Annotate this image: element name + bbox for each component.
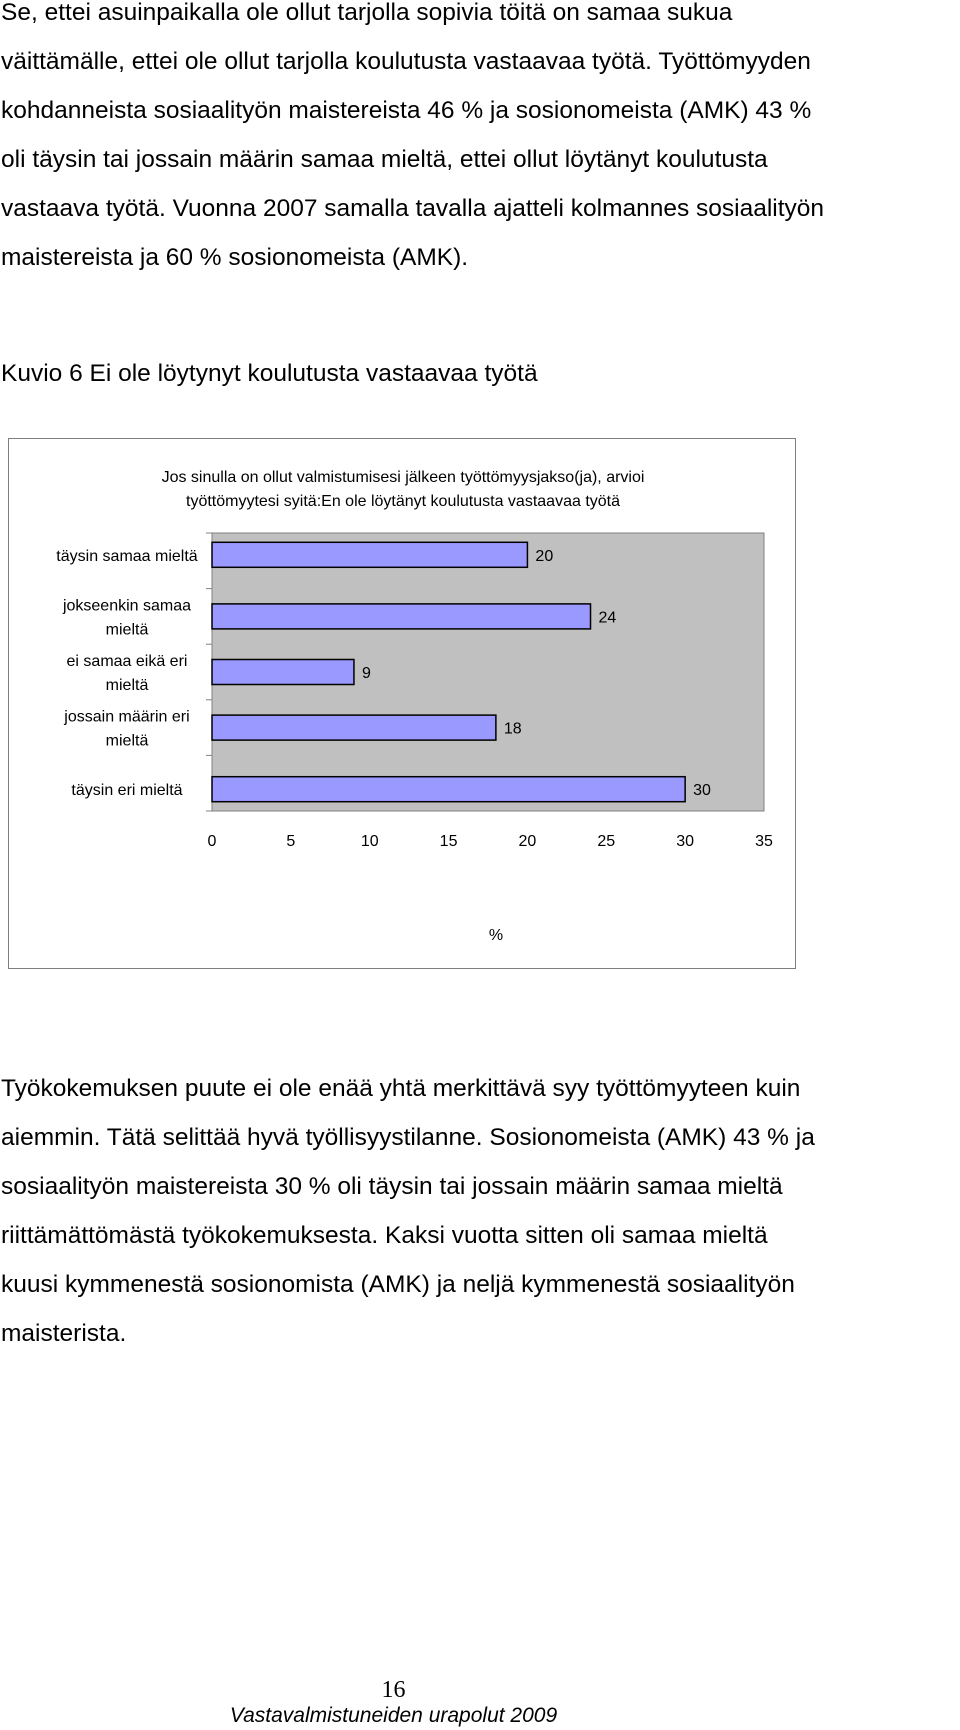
category-label: täysin samaa mieltä [56,547,198,565]
paragraph-line: väittämälle, ettei ole ollut tarjolla koulutusta vastaavaa työtä. Työttömyyden [1,48,811,75]
x-axis-label: % [488,927,504,944]
category-label: jokseenkin samaa [62,597,192,615]
x-tick-label: 30 [676,833,695,850]
bar-value-label: 20 [535,547,554,565]
category-label: ei samaa eikä eri [66,653,188,670]
x-tick-label: 35 [755,833,773,850]
category-label: täysin eri mieltä [71,782,183,800]
paragraph-line: Se, ettei asuinpaikalla ole ollut tarjolla sopivia töitä on samaa sukua [1,0,733,26]
paragraph-line: Työkokemuksen puute ei ole enää yhtä merkittävä syy työttömyyteen kuin [1,1075,801,1102]
bar-value-label: 9 [361,665,371,682]
x-tick-label: 10 [360,833,379,850]
body-paragraph-2 [1,1064,959,1358]
category-label: mieltä [105,732,149,750]
bar [212,777,685,802]
bar [212,660,354,685]
chart-frame [8,438,796,969]
figure-caption: Kuvio 6 Ei ole löytynyt koulutusta vastaavaa työtä [1,360,538,387]
chart-title-line: työttömyytesi syitä:En ole löytänyt koulutusta vastaavaa työtä [186,493,620,510]
paragraph-line: sosiaalityön maistereista 30 % oli täysin tai jossain määrin samaa mieltä [1,1173,783,1200]
paragraph-line: kuusi kymmenestä sosionomista (AMK) ja neljä kymmenestä sosiaalityön [1,1271,795,1298]
bar [212,542,527,567]
x-tick-label: 15 [439,833,458,850]
category-label: mieltä [105,677,149,694]
x-tick-label: 5 [286,833,296,850]
paragraph-line: riittämättömästä työkokemuksesta. Kaksi vuotta sitten oli samaa mieltä [1,1222,768,1249]
x-tick-label: 0 [207,833,217,850]
chart-title-line: Jos sinulla on ollut valmistumisesi jälkeen työttömyysjakso(ja), arvioi [161,469,645,486]
bar [212,604,591,629]
bar-value-label: 30 [693,782,711,800]
paragraph-line: aiemmin. Tätä selittää hyvä työllisyystilanne. Sosionomeista (AMK) 43 % ja [1,1124,815,1151]
body-paragraph-1 [1,0,959,282]
paragraph-line: maistereista ja 60 % sosionomeista (AMK). [1,244,469,271]
x-tick-label: 25 [597,833,616,850]
bar-value-label: 18 [503,720,522,738]
x-tick-label: 20 [518,833,537,850]
paragraph-line: oli täysin tai jossain määrin samaa mieltä, ettei ollut löytänyt koulutusta [1,146,768,173]
bar-value-label: 24 [598,609,617,627]
category-label: mieltä [105,621,149,639]
category-label: jossain määrin eri [64,708,190,726]
page-number: 16 [381,1677,406,1703]
bar-chart [9,439,797,970]
bar [212,715,496,740]
paragraph-line: maisterista. [1,1320,127,1347]
page-footer: Vastavalmistuneiden urapolut 2009 [229,1704,558,1727]
paragraph-line: vastaava työtä. Vuonna 2007 samalla tavalla ajatteli kolmannes sosiaalityön [1,195,825,222]
paragraph-line: kohdanneista sosiaalityön maistereista 46 % ja sosionomeista (AMK) 43 % [1,97,812,124]
